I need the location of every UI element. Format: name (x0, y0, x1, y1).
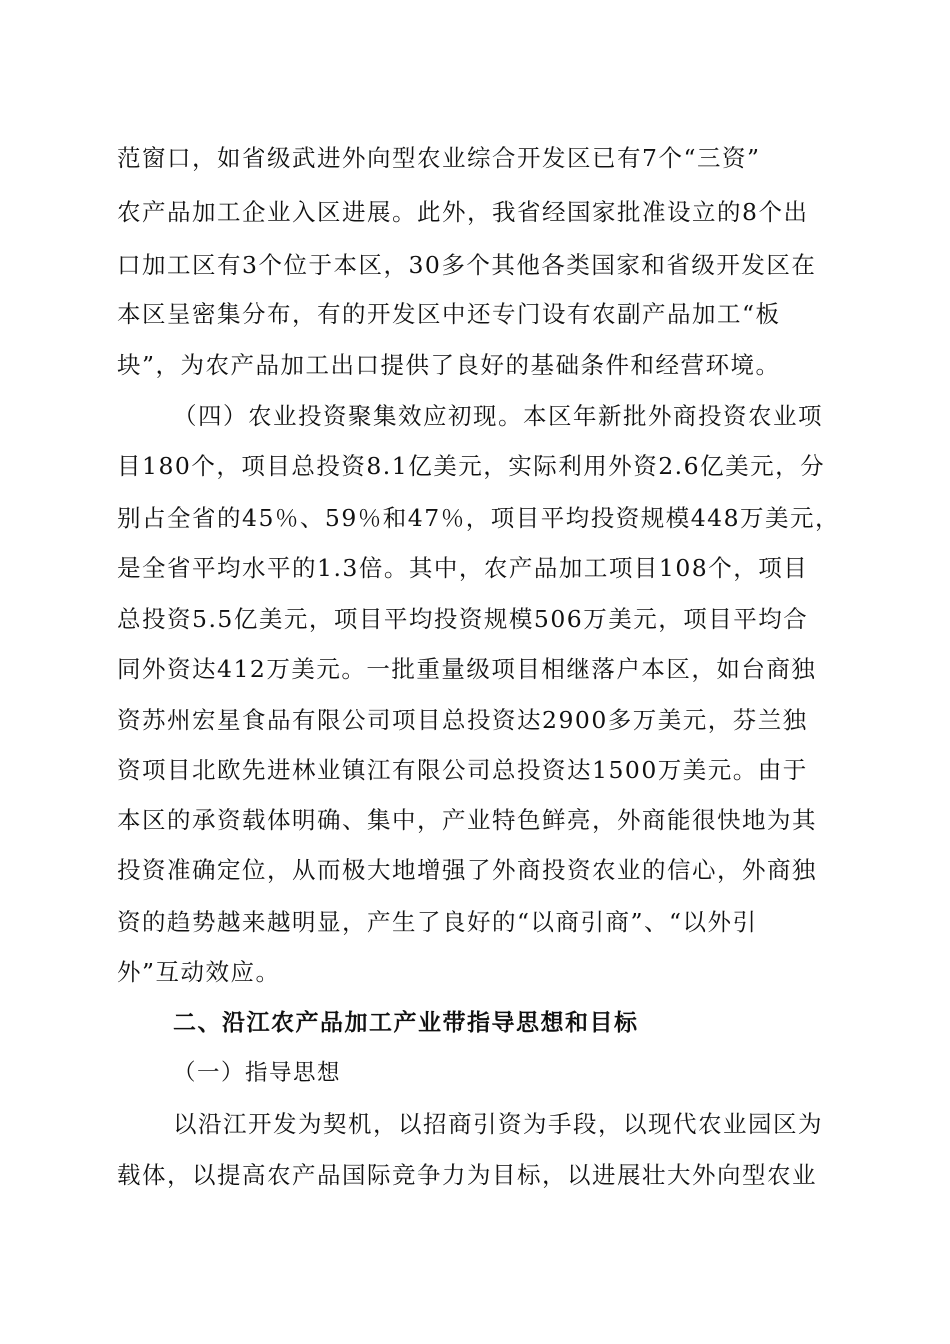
paragraph-2-line-1: （四）农业投资聚集效应初现。本区年新批外商投资农业项 (173, 402, 823, 430)
paragraph-3-line-1: 以沿江开发为契机，以招商引资为手段，以现代农业园区为 (173, 1110, 823, 1138)
paragraph-1-line-4: 本区呈密集分布，有的开发区中还专门设有农副产品加工“板 (117, 300, 781, 328)
subsection-heading: （一）指导思想 (173, 1060, 342, 1086)
paragraph-1-line-1: 范窗口，如省级武进外向型农业综合开发区已有7个“三资” (117, 144, 761, 172)
paragraph-2-line-6: 同外资达412万美元。一批重量级项目相继落户本区，如台商独 (117, 655, 817, 683)
paragraph-2-line-10: 投资准确定位，从而极大地增强了外商投资农业的信心，外商独 (117, 856, 817, 884)
paragraph-2-line-2: 目180个，项目总投资8.1亿美元，实际利用外资2.6亿美元，分 (117, 452, 826, 480)
paragraph-2-line-3: 别占全省的45％、59％和47％，项目平均投资规模448万美元， (117, 504, 841, 532)
paragraph-2-line-12: 外”互动效应。 (117, 958, 281, 986)
section-heading: 二、沿江农产品加工产业带指导思想和目标 (173, 1010, 639, 1036)
paragraph-2-line-7: 资苏州宏星食品有限公司项目总投资达2900多万美元，芬兰独 (117, 706, 808, 734)
paragraph-2-line-5: 总投资5.5亿美元，项目平均投资规模506万美元，项目平均合 (117, 605, 809, 633)
paragraph-1-line-3: 口加工区有3个位于本区，30多个其他各类国家和省级开发区在 (117, 251, 817, 279)
paragraph-2-line-4: 是全省平均水平的1.3倍。其中，农产品加工项目108个，项目 (117, 554, 809, 582)
paragraph-2-line-8: 资项目北欧先进林业镇江有限公司总投资达1500万美元。由于 (117, 756, 808, 784)
paragraph-2-line-9: 本区的承资载体明确、集中，产业特色鲜亮，外商能很快地为其 (117, 806, 817, 834)
paragraph-3-line-2: 载体，以提高农产品国际竞争力为目标，以进展壮大外向型农业 (117, 1161, 817, 1189)
paragraph-1-line-2: 农产品加工企业入区进展。此外，我省经国家批准设立的8个出 (117, 198, 809, 226)
paragraph-2-line-11: 资的趋势越来越明显，产生了良好的“以商引商”、“以外引 (117, 908, 758, 936)
paragraph-1-line-5: 块”，为农产品加工出口提供了良好的基础条件和经营环境。 (117, 351, 781, 379)
